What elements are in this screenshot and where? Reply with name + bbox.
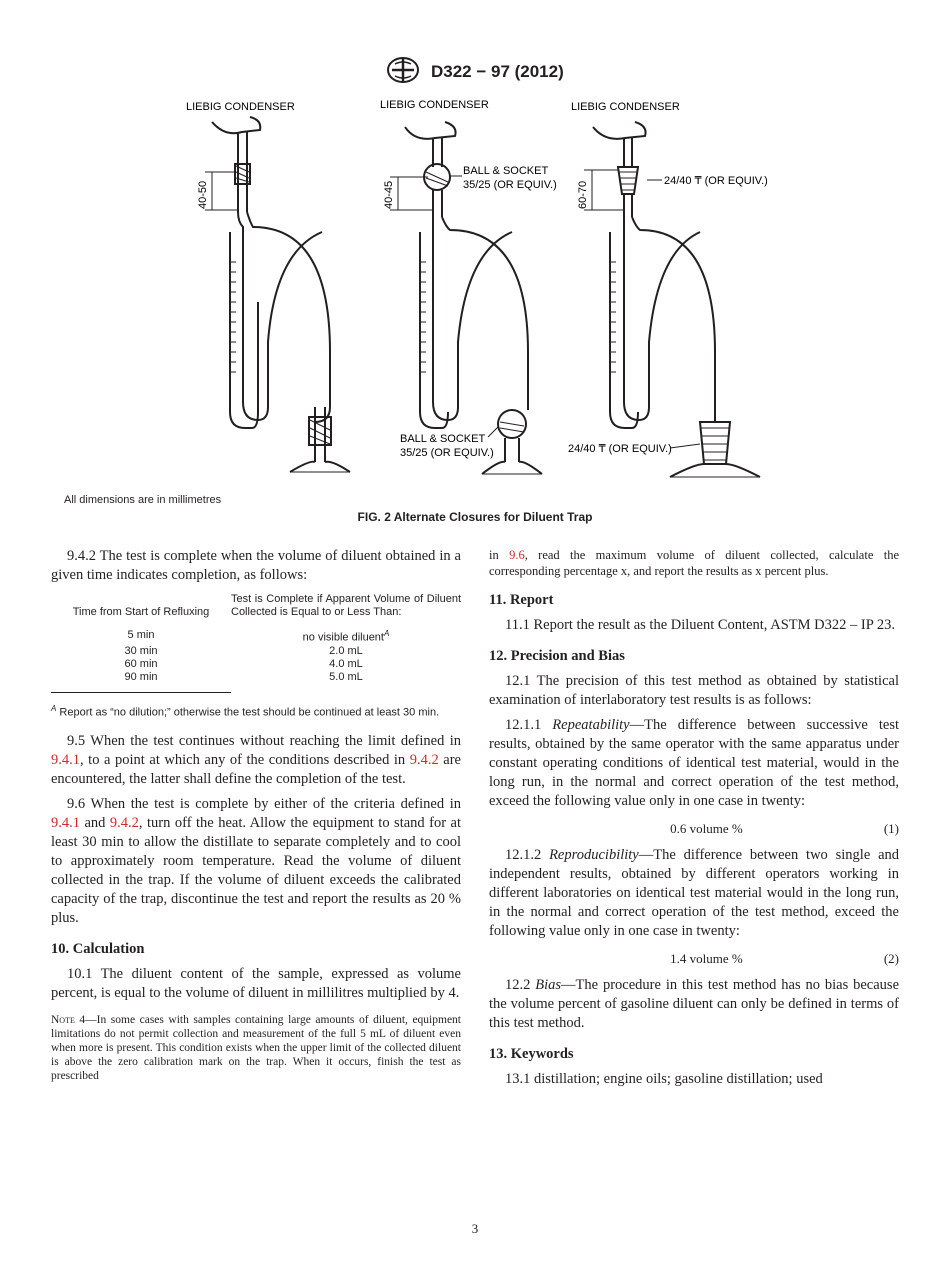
table-cell-volume: 2.0 mL xyxy=(329,644,363,657)
paragraph-12-1-2: 12.1.2 Reproducibility—The difference between two single and independent results, obtained by different operators working in different laboratories on identical test material would in the long run, in the normal and correct operation of the test method, exceed the following value only in one case in twenty: xyxy=(489,847,900,939)
equation-number: (2) xyxy=(883,951,899,966)
equation-1 xyxy=(489,819,899,838)
table-cell-volume: 5.0 mL xyxy=(329,670,363,683)
footnote-marker: A xyxy=(384,629,390,638)
term-repeatability: Repeatability xyxy=(552,717,630,733)
ball-socket-top-label-1: BALL & SOCKET xyxy=(463,165,549,177)
ball-socket-top-label-2: 35/25 (OR EQUIV.) xyxy=(463,179,557,191)
paragraph-13-1: 13.1 distillation; engine oils; gasoline distillation; used xyxy=(505,1071,823,1087)
ref-9-4-2[interactable]: 9.4.2 xyxy=(109,815,139,832)
ref-9-6[interactable]: 9.6 xyxy=(509,548,525,562)
table-row xyxy=(51,658,461,671)
apparatus-1-drawing xyxy=(212,117,350,472)
figure-note: All dimensions are in millimetres xyxy=(64,494,222,506)
paragraph-continuation: in 9.6, read the maximum volume of diluent collected, calculate the corresponding percentage x, and report the results as x percent plus. xyxy=(489,548,899,578)
ref-9-4-1[interactable]: 9.4.1 xyxy=(51,815,80,832)
note-4: Note 4—In some cases with samples containing large amounts of diluent, equipment limitations do not permit collection and measurement of the full 5 mL of diluent even when more is present. This condition exists when the upper limit of the collected diluent is above the zero calibration mark on the trap. When it occurs, finish the test as prescribed xyxy=(51,1014,461,1083)
footnote-marker: A xyxy=(51,703,57,713)
paragraph-12-1-1: 12.1.1 Repeatability—The difference between successive test results, obtained by the same operator with the same apparatus under constant operating conditions of identical test material, would in the long run, in the normal and correct operation of the test method, exceed the following value only in one case in twenty: xyxy=(489,717,900,809)
dimension-label-2: 40-45 xyxy=(383,180,395,209)
table-row xyxy=(51,627,461,645)
table-header-volume: Test is Complete if Apparent Volume of Diluent Collected is Equal to or Less Than: xyxy=(231,593,461,618)
paragraph-9-4-2: 9.4.2 The test is complete when the volume of diluent obtained in a given time indicates completion, as follows: xyxy=(51,548,461,583)
table-row xyxy=(51,671,461,684)
ref-9-4-1[interactable]: 9.4.1 xyxy=(51,752,80,769)
condenser-label-1: LIEBIG CONDENSER xyxy=(186,101,295,113)
paragraph-12-2: 12.2 Bias—The procedure in this test method has no bias because the volume percent of gasoline diluent can only be defined in terms of this test method. xyxy=(489,977,899,1031)
dimension-label-3: 60-70 xyxy=(577,180,589,209)
ball-socket-bottom-label-2: 35/25 (OR EQUIV.) xyxy=(400,447,494,459)
table-cell-time: 60 min xyxy=(124,657,158,670)
astm-logo-icon xyxy=(386,56,420,89)
paragraph-11-1: 11.1 Report the result as the Diluent Content, ASTM D322 – IP 23. xyxy=(505,617,895,633)
equation-2 xyxy=(489,949,899,968)
table-cell-time: 5 min xyxy=(127,629,155,642)
dimension-lines xyxy=(205,170,700,448)
section-heading-report: 11. Report xyxy=(489,592,554,608)
left-column xyxy=(51,547,461,1089)
condenser-label-3: LIEBIG CONDENSER xyxy=(571,101,680,113)
document-title: D322 − 97 (2012) xyxy=(430,61,564,81)
figure-drawing xyxy=(150,92,810,492)
diluent-trap-figure xyxy=(150,92,810,492)
paragraph-12-1: 12.1 The precision of this test method as obtained by statistical examination of interlaboratory test results is as follows: xyxy=(489,673,899,708)
section-heading-calculation: 10. Calculation xyxy=(51,941,145,958)
table-row xyxy=(51,645,461,658)
table-footnote-rule xyxy=(51,692,231,693)
page-number: 3 xyxy=(471,1221,479,1236)
paragraph-9-5: 9.5 When the test continues without reaching the limit defined in 9.4.1, to a point at which any of the conditions described in 9.4.2 are encountered, the latter shall define the completion of the test. xyxy=(51,733,461,788)
term-bias: Bias xyxy=(535,977,562,993)
figure-caption: FIG. 2 Alternate Closures for Diluent Trap xyxy=(357,510,593,524)
section-heading-keywords: 13. Keywords xyxy=(489,1046,574,1062)
equation-formula: 0.6 volume % xyxy=(670,821,743,836)
equation-number: (1) xyxy=(883,821,899,836)
completion-table xyxy=(51,593,461,684)
table-cell-volume: no visible diluent$^A$ xyxy=(302,629,390,644)
section-heading-precision: 12. Precision and Bias xyxy=(489,648,625,664)
table-footnote: $^A$ Report as “no dilution;” otherwise the test should be continued at least 30 min. xyxy=(51,703,440,719)
table-header-time: Time from Start of Refluxing xyxy=(72,606,210,618)
right-column xyxy=(489,547,899,1095)
condenser-label-2: LIEBIG CONDENSER xyxy=(380,99,489,111)
joint-bottom-label: 24/40 ₸ (OR EQUIV.) xyxy=(568,443,672,455)
paragraph-9-6: 9.6 When the test is complete by either of the criteria defined in 9.4.1 and 9.4.2, turn off the heat. Allow the equipment to stand for at least 30 min to allow the distillate to separate completely and to cool to approximately room temperature. Read the volume of diluent collected in the trap. If the volume of diluent exceeds the calibrated capacity of the trap, discontinue the test and report the results as 20 % plus. xyxy=(51,796,462,927)
table-cell-volume: 4.0 mL xyxy=(329,657,363,670)
joint-top-label: 24/40 ₸ (OR EQUIV.) xyxy=(664,175,768,187)
ref-9-4-2[interactable]: 9.4.2 xyxy=(409,752,439,769)
equation-formula: 1.4 volume % xyxy=(670,951,743,966)
paragraph-10-1: 10.1 The diluent content of the sample, expressed as volume percent, is equal to the volume of diluent in millilitres multiplied by 4. xyxy=(51,966,461,1002)
document-header xyxy=(0,56,950,89)
table-cell-time: 90 min xyxy=(124,670,158,683)
note-label: Note 4 xyxy=(51,1014,86,1027)
table-cell-time: 30 min xyxy=(124,644,158,657)
dimension-label-1: 40-50 xyxy=(197,180,209,209)
term-reproducibility: Reproducibility xyxy=(549,847,639,863)
ball-socket-bottom-label-1: BALL & SOCKET xyxy=(400,433,486,445)
